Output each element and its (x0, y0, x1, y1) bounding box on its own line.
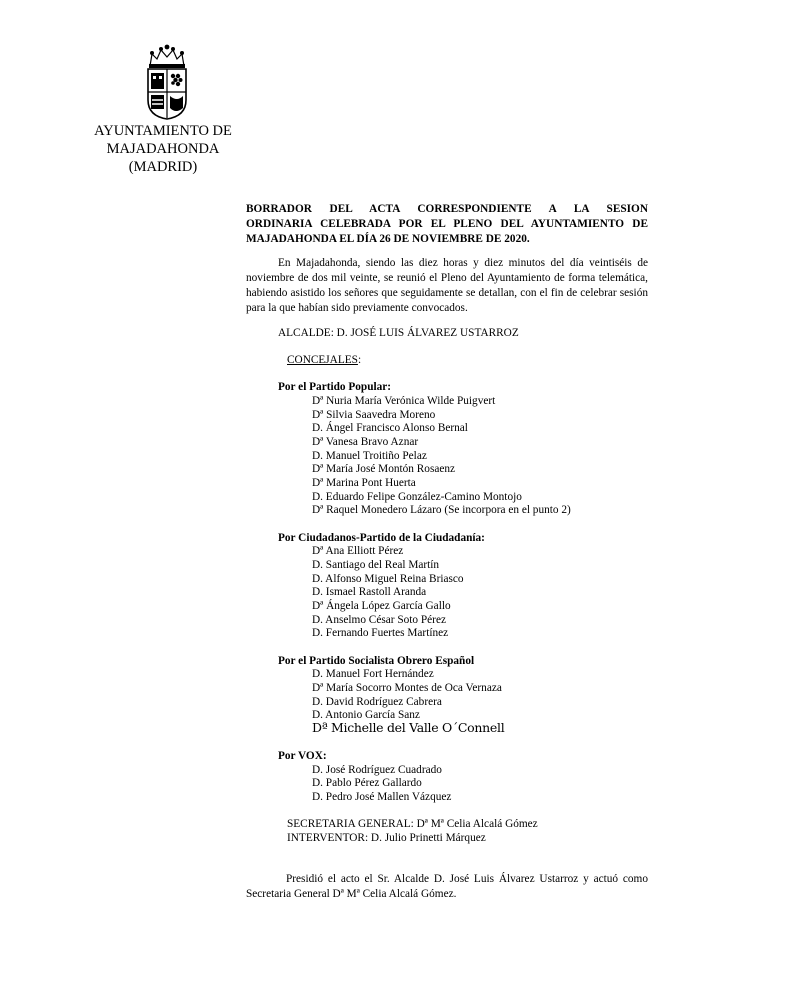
member-line: Dª Michelle del Valle O´Connell (312, 720, 505, 735)
organization-name (92, 122, 234, 176)
member-line: Dª Ángela López García Gallo (312, 600, 451, 612)
member-line: D. José Rodríguez Cuadrado (312, 764, 442, 776)
party-heading: Por el Partido Socialista Obrero Español (278, 655, 475, 667)
member-line: D. Eduardo Felipe González-Camino Montojo (312, 491, 522, 503)
member-line: Dª Nuria María Verónica Wilde Puigvert (312, 395, 496, 407)
title-line: BORRADOR DEL ACTA CORRESPONDIENTE A LA SESION (246, 203, 648, 215)
mayor-line: ALCALDE: D. JOSÉ LUIS ÁLVAREZ USTARROZ (278, 327, 519, 339)
org-line: AYUNTAMIENTO DE (94, 123, 232, 139)
member-line: D. Pedro José Mallen Vázquez (312, 791, 452, 803)
councillors-heading (287, 353, 361, 367)
member-line: Dª Raquel Monedero Lázaro (Se incorpora en el punto 2) (312, 504, 571, 516)
party-heading: Por VOX: (278, 750, 327, 762)
coat-of-arms-logo (142, 44, 192, 120)
member-line: Dª Ana Elliott Pérez (312, 545, 404, 557)
org-line: (MADRID) (128, 159, 198, 175)
member-line: Dª Marina Pont Huerta (312, 477, 416, 489)
member-line: D. Pablo Pérez Gallardo (312, 777, 422, 789)
party-heading: Por Ciudadanos-Partido de la Ciudadanía: (278, 532, 485, 544)
member-line: Dª Silvia Saavedra Moreno (312, 409, 436, 421)
member-line: Dª María Socorro Montes de Oca Vernaza (312, 682, 502, 694)
intro-paragraph: En Majadahonda, siendo las diez horas y diez minutos del día veintiséis de noviembre de dos mil veinte, se reunió el Pleno del Ayuntamiento de forma telemática, habiendo asistido los señores que seguidamente se detallan, con el fin de celebrar sesión para la que habían sido previamente convocados. (246, 257, 648, 314)
member-line: D. Ismael Rastoll Aranda (312, 586, 427, 598)
member-line: Dª María José Montón Rosaenz (312, 463, 456, 475)
member-line: D. Alfonso Miguel Reina Briasco (312, 573, 464, 585)
member-line: D. Santiago del Real Martín (312, 559, 440, 571)
title-line: ORDINARIA CELEBRADA POR EL PLENO DEL AYUNTAMIENTO DE (246, 218, 648, 230)
member-line: D. Manuel Troitiño Pelaz (312, 450, 427, 462)
member-line: D. Ángel Francisco Alonso Bernal (312, 422, 468, 434)
org-line: MAJADAHONDA (106, 141, 220, 157)
councillors-colon: : (357, 354, 362, 366)
title-line: MAJADAHONDA EL DÍA 26 DE NOVIEMBRE DE 2020. (246, 233, 530, 245)
member-line: D. Fernando Fuertes Martínez (312, 627, 449, 639)
councillors-label: CONCEJALES (287, 354, 358, 366)
document-title (246, 202, 648, 247)
party-heading: Por el Partido Popular: (278, 381, 392, 393)
comptroller-line: INTERVENTOR: D. Julio Prinetti Márquez (287, 832, 486, 844)
member-line: Dª Vanesa Bravo Aznar (312, 436, 419, 448)
member-line: D. David Rodríguez Cabrera (312, 696, 442, 708)
member-line: D. Manuel Fort Hernández (312, 668, 434, 680)
member-line: D. Antonio García Sanz (312, 709, 420, 721)
member-line: D. Anselmo César Soto Pérez (312, 614, 446, 626)
closing-paragraph: Presidió el acto el Sr. Alcalde D. José Luis Álvarez Ustarroz y actuó como Secretaria General Dª Mª Celia Alcalá Gómez. (246, 873, 648, 900)
secretary-line: SECRETARIA GENERAL: Dª Mª Celia Alcalá Gómez (287, 818, 538, 830)
